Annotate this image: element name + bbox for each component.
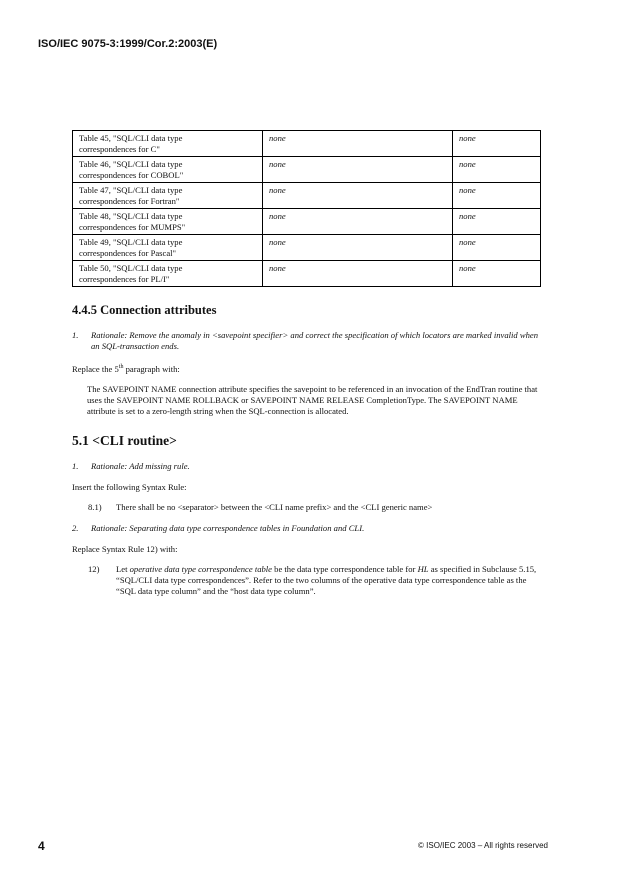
table-row xyxy=(73,235,541,261)
page-number: 4 xyxy=(38,839,45,853)
replace-text-end: paragraph with: xyxy=(123,363,180,374)
rule-number: 8.1) xyxy=(88,501,102,512)
rule-text-part: as specified in Subclause 5.15, “SQL/CLI data type correspondences”. Refer to the two columns of the operative data type correspondence table as the “SQL data type column” and the “host data type column”. xyxy=(116,563,537,596)
replacement-paragraph: The SAVEPOINT NAME connection attribute specifies the savepoint to be referenced in an invocation of the EndTran routine that uses the SAVEPOINT NAME ROLLBACK or SAVEPOINT NAME RELEASE CompletionType. The SAVEPOINT NAME attribute is set to a zero-length string when the SQL-connection is allocated. xyxy=(87,383,538,416)
section-heading-cli-routine: 5.1 <CLI routine> xyxy=(72,432,177,448)
rationale-text: Rationale: Separating data type correspondence tables in Foundation and CLI. xyxy=(91,522,365,533)
list-number: 1. xyxy=(72,330,79,340)
rationale-item xyxy=(72,330,542,352)
table-cell-reference xyxy=(73,235,263,261)
rule-emphasis: HL xyxy=(417,563,429,574)
rule-number: 12) xyxy=(88,563,100,574)
table-cell: none xyxy=(453,261,541,287)
table-row xyxy=(73,157,541,183)
table-cell: none xyxy=(453,183,541,209)
table-cell: none xyxy=(263,235,453,261)
rule-emphasis: operative data type correspondence table xyxy=(129,563,272,574)
syntax-rule xyxy=(72,502,542,513)
table-row xyxy=(73,183,541,209)
cell-text: Table 46, "SQL/CLI data type xyxy=(79,159,183,169)
table-cell-reference xyxy=(73,131,263,157)
cell-text: Table 49, "SQL/CLI data type xyxy=(79,237,183,247)
rationale-text: Rationale: Remove the anomaly in <savepoint specifier> and correct the specification of which locators are marked invalid when an SQL-transaction ends. xyxy=(91,330,538,351)
cell-text: correspondences for C" xyxy=(79,143,160,154)
table-cell-reference xyxy=(73,157,263,183)
table-cell-reference xyxy=(73,209,263,235)
table-cell: none xyxy=(453,209,541,235)
rationale-item xyxy=(72,461,542,472)
replace-instruction xyxy=(72,362,542,375)
cell-text: correspondences for PL/I" xyxy=(79,273,170,284)
rule-text xyxy=(116,564,536,596)
table-cell: none xyxy=(453,235,541,261)
cell-text: correspondences for MUMPS" xyxy=(79,221,186,232)
rule-text: There shall be no <separator> between the <CLI name prefix> and the <CLI generic name> xyxy=(116,501,433,512)
cell-text: Table 45, "SQL/CLI data type xyxy=(79,133,183,143)
table-cell: none xyxy=(263,183,453,209)
table-cell: none xyxy=(453,157,541,183)
rationale-item xyxy=(72,523,542,534)
cell-text: Table 47, "SQL/CLI data type xyxy=(79,185,183,195)
rule-text-part: be the data type correspondence table for xyxy=(272,563,418,574)
syntax-rule xyxy=(72,564,542,597)
table-cell: none xyxy=(263,261,453,287)
document-header: ISO/IEC 9075-3:1999/Cor.2:2003(E) xyxy=(38,38,218,50)
table-cell: none xyxy=(263,131,453,157)
list-number: 2. xyxy=(72,522,79,533)
section-heading-connection-attributes: 4.4.5 Connection attributes xyxy=(72,303,217,317)
table-cell-reference xyxy=(73,261,263,287)
replace-text: Replace the 5 xyxy=(72,363,119,374)
table-cell-reference xyxy=(73,183,263,209)
cell-text: correspondences for Pascal" xyxy=(79,247,177,258)
table-row xyxy=(73,131,541,157)
table-row xyxy=(73,261,541,287)
list-number: 1. xyxy=(72,460,79,471)
correspondence-table xyxy=(72,130,541,287)
copyright-notice: © ISO/IEC 2003 – All rights reserved xyxy=(418,841,548,850)
rationale-text: Rationale: Add missing rule. xyxy=(91,460,190,471)
cell-text: correspondences for COBOL" xyxy=(79,169,184,180)
table-cell: none xyxy=(453,131,541,157)
replace-instruction: Replace Syntax Rule 12) with: xyxy=(72,543,178,554)
rule-text-part: Let xyxy=(116,563,130,574)
table-cell: none xyxy=(263,209,453,235)
cell-text: Table 48, "SQL/CLI data type xyxy=(79,211,183,221)
table-cell: none xyxy=(263,157,453,183)
insert-instruction: Insert the following Syntax Rule: xyxy=(72,481,187,492)
cell-text: Table 50, "SQL/CLI data type xyxy=(79,263,183,273)
table-row xyxy=(73,209,541,235)
cell-text: correspondences for Fortran" xyxy=(79,195,180,206)
page-content xyxy=(72,130,542,607)
superscript: th xyxy=(118,364,124,370)
